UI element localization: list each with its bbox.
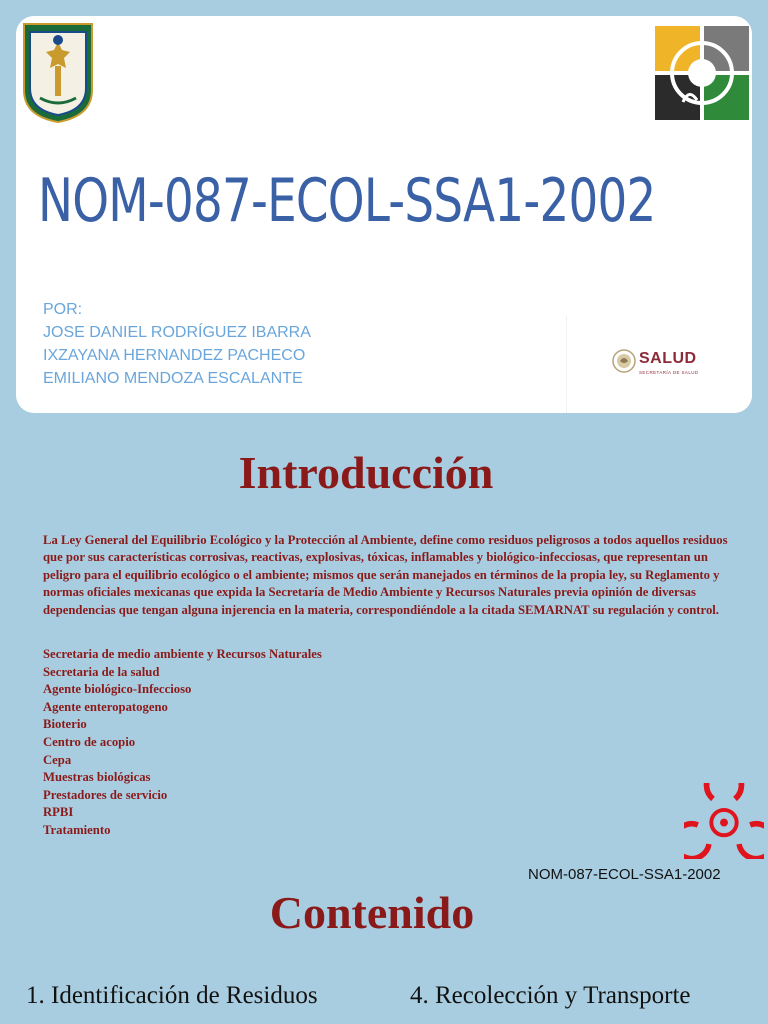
biohazard-caption: NOM-087-ECOL-SSA1-2002 xyxy=(528,866,721,883)
author-name: EMILIANO MENDOZA ESCALANTE xyxy=(43,370,303,387)
contents-item: 4. Recolección y Transporte xyxy=(410,982,691,1009)
list-item: Agente biológico-Infeccioso xyxy=(43,682,192,697)
salud-subtitle: SECRETARÍA DE SALUD xyxy=(639,370,699,375)
list-item: Secretaria de medio ambiente y Recursos Naturales xyxy=(43,647,322,661)
contents-item: 1. Identificación de Residuos xyxy=(26,982,318,1009)
list-item: RPBI xyxy=(43,805,74,820)
list-item: Centro de acopio xyxy=(43,734,136,749)
document-title: NOM-087-ECOL-SSA1-2002 xyxy=(38,166,656,236)
author-name: JOSE DANIEL RODRÍGUEZ IBARRA xyxy=(43,324,311,341)
header-card xyxy=(16,16,752,413)
list-item: Muestras biológicas xyxy=(43,770,151,785)
list-item: Cepa xyxy=(43,752,72,767)
faculty-gear-logo-icon xyxy=(653,24,751,122)
salud-logo-box xyxy=(566,316,752,413)
list-item: Secretaria de la salud xyxy=(43,664,160,679)
glossary-terms-list xyxy=(43,646,322,840)
biohazard-icon xyxy=(684,783,764,859)
author-name: IXZAYANA HERNANDEZ PACHECO xyxy=(43,347,306,364)
uabc-seal-icon xyxy=(20,20,96,124)
authors-block xyxy=(43,298,311,390)
introduction-paragraph: La Ley General del Equilibrio Ecológico y la Protección al Ambiente, define como residuos peligrosos a todos aquellos residuos que por sus características corrosivas, reactivas, explosivas, tóxicas, inflamables y biológico-infecciosas, que representan un peligro para el equilibrio ecológico o el ambiente; mismos que serán manejados en términos de la propia ley, su Reglamento y normas oficiales mexicanas que expida la Secretaría de Medio Ambiente y Recursos Naturales previa opinión de diversas dependencias que tengan alguna injerencia en la materia, correspondiéndole a la citada SEMARNAT su regulación y control. xyxy=(43,533,728,617)
list-item: Bioterio xyxy=(43,717,87,732)
list-item: Tratamiento xyxy=(43,822,111,837)
list-item: Agente enteropatogeno xyxy=(43,699,168,714)
list-item: Prestadores de servicio xyxy=(43,787,168,802)
contents-title: Contenido xyxy=(269,887,475,938)
authors-label: POR: xyxy=(43,301,83,318)
introduction-title: Introducción xyxy=(238,447,494,498)
salud-wordmark: SALUD xyxy=(639,350,697,367)
mexico-eagle-seal-icon xyxy=(611,348,637,374)
